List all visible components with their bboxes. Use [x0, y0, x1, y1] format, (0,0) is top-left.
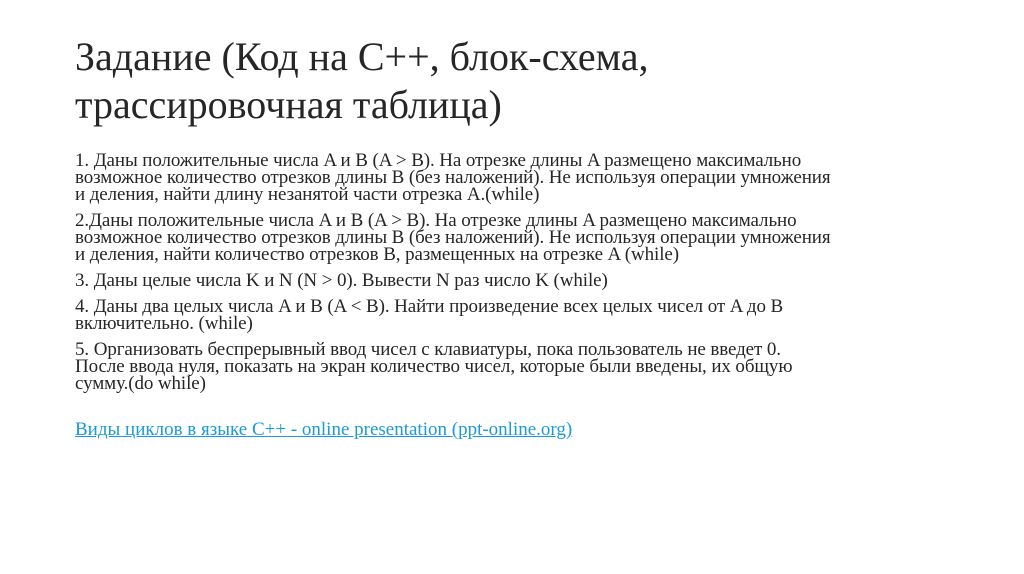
task-2-line-1: 2.Даны положительные числа A и B (A > B). На отрезке длины A размещено максимально [75, 210, 797, 231]
task-1-line-3: и деления, найти длину незанятой части отрезка A.(while) [75, 184, 540, 205]
task-2-line-3: и деления, найти количество отрезков B, размещенных на отрезке A (while) [75, 244, 679, 265]
task-1-line-1: 1. Даны положительные числа A и B (A > B). На отрезке длины A размещено максимально [75, 150, 802, 171]
task-5-line-3: сумму.(do while) [75, 373, 206, 394]
task-3-line-1: 3. Даны целые числа K и N (N > 0). Вывести N раз число K (while) [75, 270, 608, 291]
task-1 [75, 152, 955, 203]
task-5-line-1: 5. Организовать беспрерывный ввод чисел с клавиатуры, пока пользователь не введет 0. [75, 339, 781, 360]
task-5-line-2: После ввода нуля, показать на экран количество чисел, которые были введены, их общую [75, 356, 793, 377]
reference-link[interactable]: Виды циклов в языке C++ - online presentation (ppt-online.org) [75, 419, 573, 440]
task-1-line-2: возможное количество отрезков длины B (без наложений). Не используя операции умножения [75, 167, 831, 188]
task-4-line-2: включительно. (while) [75, 313, 253, 334]
task-2 [75, 212, 955, 263]
task-3 [75, 272, 955, 289]
slide-title-line-1: Задание (Код на С++, блок-схема, [75, 34, 649, 79]
slide-title [75, 33, 955, 129]
task-4-line-1: 4. Даны два целых числа A и B (A < B). Найти произведение всех целых чисел от A до B [75, 296, 784, 317]
task-5 [75, 341, 955, 392]
reference-link-container [75, 420, 955, 440]
task-4 [75, 298, 955, 332]
slide-title-line-2: трассировочная таблица) [75, 82, 502, 127]
task-2-line-2: возможное количество отрезков длины B (без наложений). Не используя операции умножения [75, 227, 831, 248]
task-list [75, 152, 955, 440]
